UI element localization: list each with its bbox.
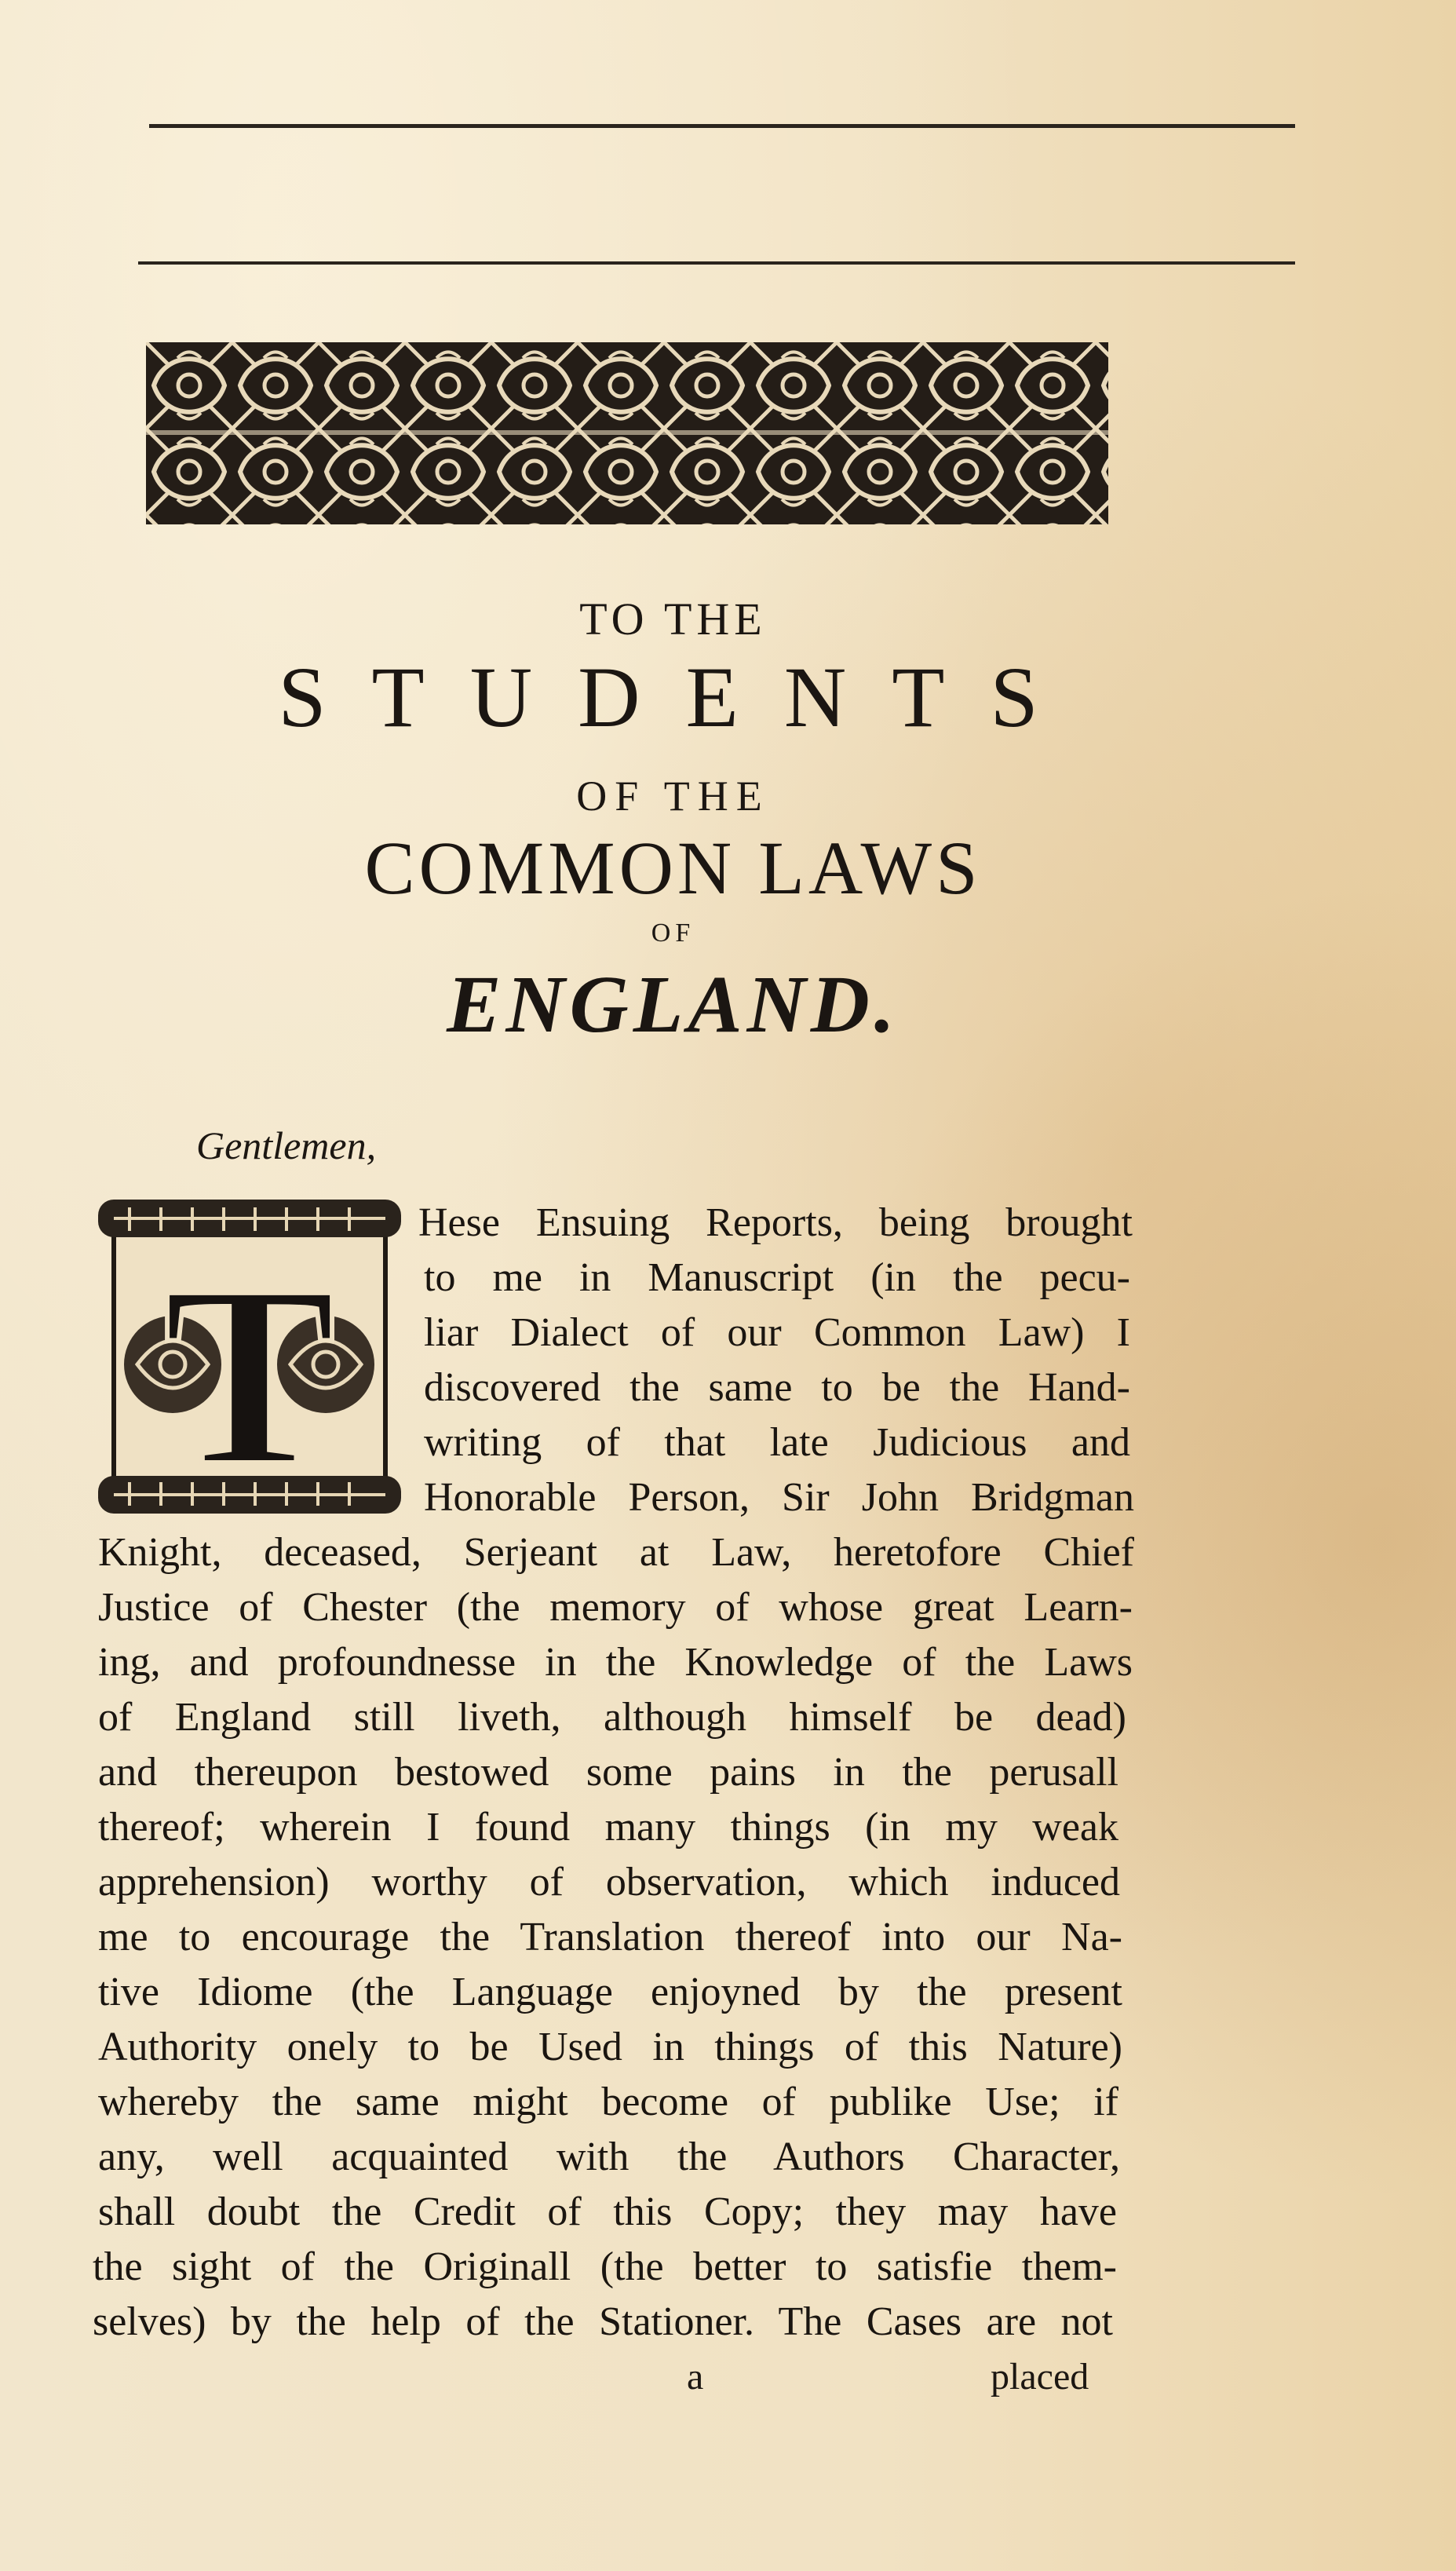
body-line: Honorable Person, Sir John Bridgman [424, 1475, 1134, 1520]
body-line: selves) by the help of the Stationer. The Cases are not [93, 2299, 1113, 2344]
body-line: shall doubt the Credit of this Copy; they may have [98, 2189, 1117, 2234]
body-line: any, well acquainted with the Authors Character, [98, 2135, 1120, 2179]
heading-england: ENGLAND. [447, 959, 900, 1050]
signature-mark: a [687, 2356, 704, 2398]
ornament-band [146, 342, 1108, 524]
heading-common-laws: COMMON LAWS [364, 826, 982, 910]
drop-cap-t [98, 1200, 401, 1514]
heading-students: STUDENTS [278, 649, 1084, 745]
body-line: me to encourage the Translation thereof into our Na- [98, 1915, 1122, 1959]
body-line: Justice of Chester (the memory of whose great Learn- [98, 1585, 1133, 1630]
body-line: and thereupon bestowed some pains in the perusall [98, 1750, 1118, 1795]
body-line: the sight of the Originall (the better to satisfie them- [93, 2244, 1117, 2289]
body-line: ing, and profoundnesse in the Knowledge of the Laws [98, 1640, 1133, 1685]
body-line: to me in Manuscript (in the pecu- [424, 1255, 1130, 1300]
body-line: Knight, deceased, Serjeant at Law, heretofore Chief [98, 1530, 1134, 1575]
second-rule [138, 261, 1295, 265]
heading-of-the: OF THE [576, 772, 770, 820]
body-line: whereby the same might become of publike Use; if [98, 2080, 1118, 2124]
heading-to-the: TO THE [579, 593, 767, 645]
drop-cap-letter: T [162, 1233, 337, 1514]
catchword: placed [991, 2356, 1089, 2398]
body-line: of England still liveth, although himself be dead) [98, 1695, 1126, 1740]
body-line: liar Dialect of our Common Law) I [424, 1310, 1130, 1355]
salutation: Gentlemen, [196, 1123, 377, 1167]
body-line: Authority onely to be Used in things of this Nature) [98, 2025, 1122, 2069]
body-line: tive Idiome (the Language enjoyned by the present [98, 1970, 1122, 2014]
body-line: writing of that late Judicious and [424, 1420, 1130, 1465]
body-line: apprehension) worthy of observation, which induced [98, 1860, 1120, 1905]
body-line: thereof; wherein I found many things (in my weak [98, 1805, 1118, 1850]
top-rule [149, 124, 1295, 128]
heading-of: OF [651, 918, 695, 948]
body-line: Hese Ensuing Reports, being brought [418, 1200, 1133, 1245]
body-line: discovered the same to be the Hand- [424, 1365, 1130, 1410]
